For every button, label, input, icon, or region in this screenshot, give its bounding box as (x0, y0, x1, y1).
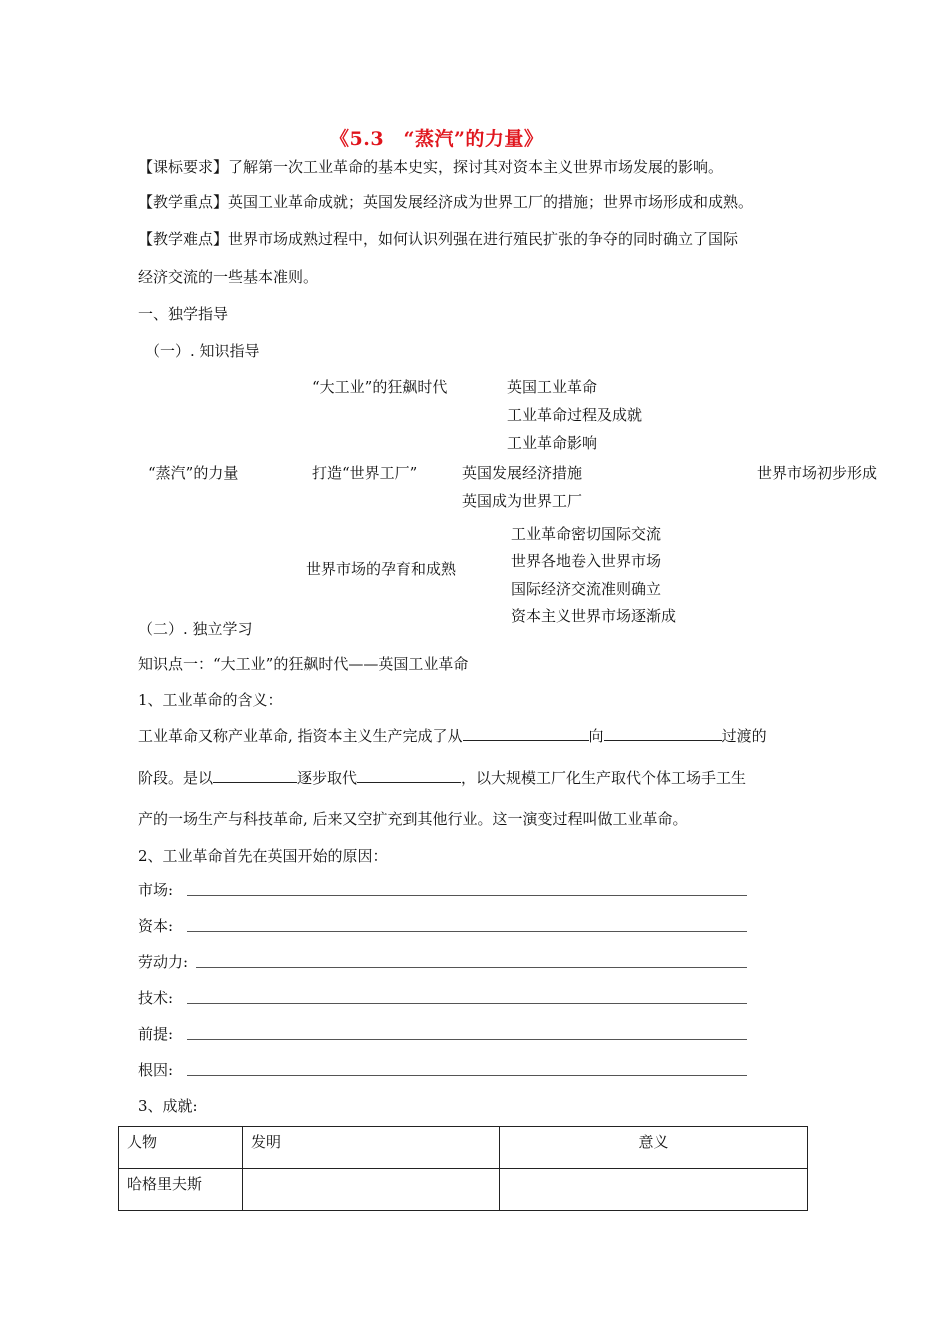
reason-label: 根因: (138, 1061, 174, 1079)
teaching-difficulty-cont: 经济交流的一些基本准则。 (138, 268, 319, 286)
question-heading: 2、工业革命首先在英国开始的原因： (138, 847, 388, 865)
question-heading: 3、成就: (138, 1097, 198, 1115)
reason-label: 技术: (138, 989, 174, 1007)
reason-label: 前提: (138, 1025, 174, 1043)
cell-significance[interactable] (500, 1169, 808, 1211)
outline-item: 英国成为世界工厂 (462, 492, 583, 510)
answer-line[interactable] (187, 931, 747, 932)
reason-label: 市场: (138, 881, 174, 899)
header-significance: 意义 (500, 1127, 808, 1169)
outline-item: 工业革命过程及成就 (507, 406, 643, 424)
outline-item: 资本主义世界市场逐渐成 (511, 607, 677, 625)
fill-blank[interactable] (357, 768, 461, 783)
outline-branch: “大工业”的狂飙时代 (312, 378, 448, 396)
reason-label: 资本: (138, 917, 174, 935)
definition-text: ，以大规模工厂化生产取代个体工场手工生 (461, 769, 747, 787)
definition-text: 工业革命又称产业革命, 指资本主义生产完成了从 (138, 727, 463, 745)
outline-right: 世界市场初步形成 (757, 464, 878, 482)
subsection-heading: （二）. 独立学习 (138, 620, 253, 638)
definition-text: 逐步取代 (297, 769, 358, 787)
header-invention: 发明 (243, 1127, 500, 1169)
question-heading: 1、工业革命的含义： (138, 691, 283, 709)
achievements-table (118, 1126, 808, 1211)
knowledge-point-heading: 知识点一：“大工业”的狂飙时代——英国工业革命 (138, 655, 469, 673)
cell-person: 哈格里夫斯 (119, 1169, 243, 1211)
section-heading: 一、独学指导 (138, 305, 229, 323)
definition-text: 阶段。是以 (138, 769, 214, 787)
definition-text: 向 (588, 727, 604, 745)
table-row (119, 1169, 808, 1211)
fill-blank[interactable] (463, 726, 589, 741)
outline-branch: 世界市场的孕育和成熟 (306, 560, 457, 578)
cell-invention[interactable] (243, 1169, 500, 1211)
subsection-heading: （一）. 知识指导 (145, 342, 260, 360)
outline-item: 英国工业革命 (507, 378, 598, 396)
definition-line (138, 767, 746, 788)
outline-item: 国际经济交流准则确立 (511, 580, 662, 598)
answer-line[interactable] (187, 1039, 747, 1040)
outline-branch: 打造“世界工厂” (312, 464, 418, 482)
answer-line[interactable] (187, 1003, 747, 1004)
outline-item: 世界各地卷入世界市场 (511, 552, 662, 570)
table-header-row (119, 1127, 808, 1169)
outline-item: 工业革命影响 (507, 434, 598, 452)
page-title: 《5.3 “蒸汽”的力量》 (330, 128, 544, 150)
header-person: 人物 (119, 1127, 243, 1169)
reason-label: 劳动力: (138, 953, 189, 971)
teaching-focus: 【教学重点】英国工业革命成就；英国发展经济成为世界工厂的措施；世界市场形成和成熟。 (138, 193, 754, 211)
definition-line (138, 725, 767, 746)
outline-item: 工业革命密切国际交流 (511, 525, 662, 543)
teaching-difficulty: 【教学难点】世界市场成熟过程中，如何认识列强在进行殖民扩张的争夺的同时确立了国际 (138, 230, 739, 248)
answer-line[interactable] (187, 1075, 747, 1076)
fill-blank[interactable] (213, 768, 297, 783)
curriculum-requirement: 【课标要求】了解第一次工业革命的基本史实，探讨其对资本主义世界市场发展的影响。 (138, 158, 724, 176)
answer-line[interactable] (187, 895, 747, 896)
definition-line: 产的一场生产与科技革命, 后来又空扩充到其他行业。这一演变过程叫做工业革命。 (138, 810, 688, 828)
definition-text: 过渡的 (721, 727, 767, 745)
outline-root: “蒸汽”的力量 (148, 464, 239, 482)
outline-item: 英国发展经济措施 (462, 464, 583, 482)
answer-line[interactable] (196, 967, 747, 968)
fill-blank[interactable] (604, 726, 722, 741)
